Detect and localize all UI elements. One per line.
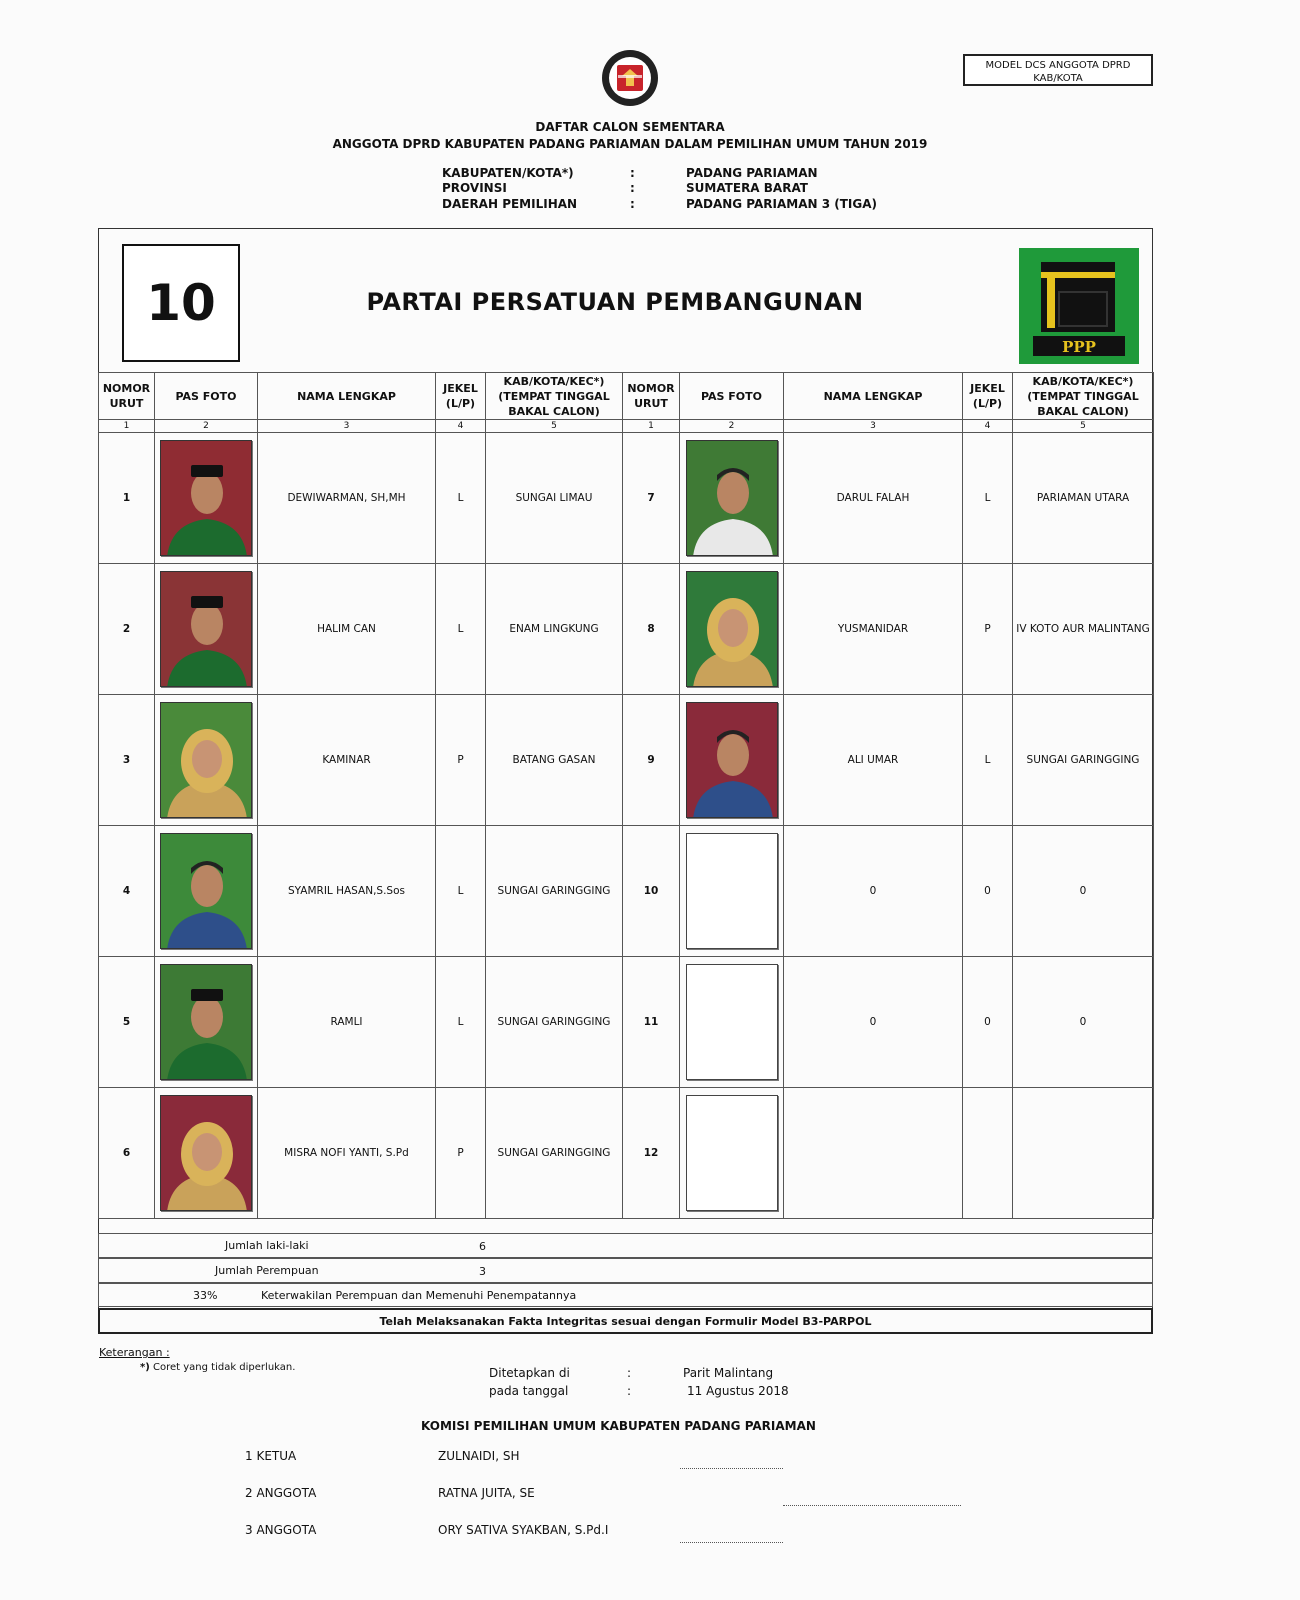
summary-perempuan-row — [98, 1258, 1153, 1283]
info-value-kabupaten: PADANG PARIAMAN — [686, 166, 818, 180]
member-name: ZULNAIDI, SH — [438, 1449, 520, 1463]
empty-photo-frame — [686, 1095, 778, 1211]
document-subtitle: ANGGOTA DPRD KABUPATEN PADANG PARIAMAN DALAM PEMILIHAN UMUM TAHUN 2019 — [332, 137, 928, 151]
candidate-residence: SUNGAI GARINGGING — [486, 826, 623, 957]
photo-man-peci-green — [160, 964, 252, 1080]
candidate-number: 11 — [623, 957, 680, 1088]
header-nama-lengkap: NAMA LENGKAP — [784, 373, 963, 420]
photo-man-batik — [686, 702, 778, 818]
model-label-box — [963, 54, 1153, 86]
candidate-number: 3 — [99, 695, 155, 826]
candidate-residence: PARIAMAN UTARA — [1013, 433, 1154, 564]
candidate-photo-cell — [155, 957, 258, 1088]
candidate-gender: L — [436, 957, 486, 1088]
signature-line — [680, 1468, 783, 1469]
summary-laki-label: Jumlah laki-laki — [225, 1239, 309, 1252]
tanggal-sep: : — [627, 1384, 632, 1398]
candidate-number: 6 — [99, 1088, 155, 1219]
tanggal-value: 11 Agustus 2018 — [687, 1384, 789, 1398]
photo-woman-hijab — [686, 571, 778, 687]
photo-man-batik — [160, 833, 252, 949]
header-jekel: JEKEL (L/P) — [963, 373, 1013, 420]
column-index: 4 — [963, 420, 1013, 433]
candidate-photo-cell — [155, 695, 258, 826]
candidate-gender: P — [963, 564, 1013, 695]
candidate-photo-cell — [680, 695, 784, 826]
candidate-residence: SUNGAI GARINGGING — [486, 1088, 623, 1219]
candidate-name: RAMLI — [258, 957, 436, 1088]
info-value-provinsi: SUMATERA BARAT — [686, 181, 808, 195]
column-index: 5 — [486, 420, 623, 433]
candidate-number: 8 — [623, 564, 680, 695]
candidate-gender: P — [436, 1088, 486, 1219]
summary-keterwakilan: Keterwakilan Perempuan dan Memenuhi Penempatannya — [261, 1289, 577, 1302]
column-index: 4 — [436, 420, 486, 433]
candidate-residence: ENAM LINGKUNG — [486, 564, 623, 695]
summary-persen: 33% — [193, 1289, 218, 1302]
keterangan-mark: *) — [140, 1362, 150, 1373]
candidate-name: 0 — [784, 826, 963, 957]
candidate-residence: 0 — [1013, 957, 1154, 1088]
column-index: 1 — [99, 420, 155, 433]
table-row — [99, 564, 1154, 695]
info-value-dapil: PADANG PARIAMAN 3 (TIGA) — [686, 197, 878, 211]
candidate-residence: SUNGAI LIMAU — [486, 433, 623, 564]
table-row — [99, 826, 1154, 957]
summary-perempuan-value: 3 — [479, 1265, 486, 1278]
candidate-residence: SUNGAI GARINGGING — [1013, 695, 1154, 826]
table-row — [99, 695, 1154, 826]
keterangan-note — [140, 1362, 295, 1373]
column-index: 1 — [623, 420, 680, 433]
candidate-number: 12 — [623, 1088, 680, 1219]
column-index: 2 — [155, 420, 258, 433]
candidate-name: YUSMANIDAR — [784, 564, 963, 695]
column-index: 3 — [258, 420, 436, 433]
candidate-photo-cell — [155, 826, 258, 957]
candidate-number: 5 — [99, 957, 155, 1088]
candidate-name — [784, 1088, 963, 1219]
info-sep: : — [630, 197, 635, 211]
model-label-line2: KAB/KOTA — [1033, 73, 1083, 84]
candidate-name: HALIM CAN — [258, 564, 436, 695]
empty-photo-frame — [686, 833, 778, 949]
member-name: ORY SATIVA SYAKBAN, S.Pd.I — [438, 1523, 609, 1537]
header-kab: KAB/KOTA/KEC*) (TEMPAT TINGGAL BAKAL CALON) — [486, 373, 623, 420]
header-nomor-urut: NOMOR URUT — [99, 373, 155, 420]
signature-line — [783, 1505, 961, 1506]
summary-laki-row — [98, 1233, 1153, 1258]
ditetapkan-value: Parit Malintang — [683, 1366, 774, 1380]
summary-fakta-row — [98, 1308, 1153, 1334]
info-label-kabupaten: KABUPATEN/KOTA*) — [442, 166, 574, 180]
candidate-residence — [1013, 1088, 1154, 1219]
party-name: PARTAI PERSATUAN PEMBANGUNAN — [366, 288, 864, 316]
column-index: 2 — [680, 420, 784, 433]
header-pas-foto: PAS FOTO — [155, 373, 258, 420]
header-nama-lengkap: NAMA LENGKAP — [258, 373, 436, 420]
table-row — [99, 957, 1154, 1088]
model-label-line1: MODEL DCS ANGGOTA DPRD — [985, 60, 1131, 71]
candidate-photo-cell — [680, 564, 784, 695]
candidate-gender: L — [963, 433, 1013, 564]
photo-woman-hijab — [160, 1095, 252, 1211]
candidate-number: 7 — [623, 433, 680, 564]
member-name: RATNA JUITA, SE — [438, 1486, 535, 1500]
photo-man-peci-green — [160, 571, 252, 687]
candidate-residence: IV KOTO AUR MALINTANG — [1013, 564, 1154, 695]
commission-name: KOMISI PEMILIHAN UMUM KABUPATEN PADANG PARIAMAN — [421, 1419, 816, 1433]
candidate-gender: L — [963, 695, 1013, 826]
candidate-gender: P — [436, 695, 486, 826]
candidate-name: 0 — [784, 957, 963, 1088]
candidate-gender: L — [436, 826, 486, 957]
candidate-name: MISRA NOFI YANTI, S.Pd — [258, 1088, 436, 1219]
signature-line — [680, 1542, 783, 1543]
keterangan-text: Coret yang tidak diperlukan. — [153, 1362, 296, 1373]
ditetapkan-label: Ditetapkan di — [489, 1366, 570, 1380]
table-row — [99, 433, 1154, 564]
member-role: 3 ANGGOTA — [245, 1523, 317, 1537]
header-nomor-urut: NOMOR URUT — [623, 373, 680, 420]
ditetapkan-sep: : — [627, 1366, 632, 1380]
column-index: 5 — [1013, 420, 1154, 433]
candidate-number: 4 — [99, 826, 155, 957]
header-kab: KAB/KOTA/KEC*) (TEMPAT TINGGAL BAKAL CALON) — [1013, 373, 1154, 420]
member-role: 2 ANGGOTA — [245, 1486, 317, 1500]
table-row — [99, 1088, 1154, 1219]
candidate-number: 1 — [99, 433, 155, 564]
column-index: 3 — [784, 420, 963, 433]
candidate-name: DARUL FALAH — [784, 433, 963, 564]
header-pas-foto: PAS FOTO — [680, 373, 784, 420]
party-number-box: 10 — [122, 244, 240, 362]
candidate-gender: 0 — [963, 957, 1013, 1088]
candidate-name: KAMINAR — [258, 695, 436, 826]
candidate-residence: SUNGAI GARINGGING — [486, 957, 623, 1088]
member-role: 1 KETUA — [245, 1449, 297, 1463]
candidate-photo-cell — [680, 433, 784, 564]
kpu-emblem-icon — [600, 48, 660, 108]
candidate-gender: L — [436, 564, 486, 695]
candidate-residence: BATANG GASAN — [486, 695, 623, 826]
photo-man-peci-green — [160, 440, 252, 556]
candidate-photo-cell — [680, 1088, 784, 1219]
summary-keterwakilan-row — [98, 1283, 1153, 1307]
candidate-name: ALI UMAR — [784, 695, 963, 826]
candidate-name: DEWIWARMAN, SH,MH — [258, 433, 436, 564]
info-sep: : — [630, 181, 635, 195]
candidate-gender — [963, 1088, 1013, 1219]
info-sep: : — [630, 166, 635, 180]
candidate-number: 10 — [623, 826, 680, 957]
info-label-provinsi: PROVINSI — [442, 181, 507, 195]
candidate-gender: L — [436, 433, 486, 564]
candidate-photo-cell — [155, 1088, 258, 1219]
photo-man-white-shirt — [686, 440, 778, 556]
info-label-dapil: DAERAH PEMILIHAN — [442, 197, 578, 211]
summary-fakta: Telah Melaksanakan Fakta Integritas sesuai dengan Formulir Model B3-PARPOL — [379, 1315, 872, 1328]
header-jekel: JEKEL (L/P) — [436, 373, 486, 420]
summary-perempuan-label: Jumlah Perempuan — [215, 1264, 319, 1277]
candidate-photo-cell — [680, 826, 784, 957]
candidate-residence: 0 — [1013, 826, 1154, 957]
empty-photo-frame — [686, 964, 778, 1080]
document-title: DAFTAR CALON SEMENTARA — [535, 120, 725, 134]
candidate-number: 2 — [99, 564, 155, 695]
keterangan-label: Keterangan : — [99, 1346, 170, 1359]
candidate-photo-cell — [680, 957, 784, 1088]
candidate-number: 9 — [623, 695, 680, 826]
candidate-name: SYAMRIL HASAN,S.Sos — [258, 826, 436, 957]
ppp-logo-icon — [1019, 248, 1139, 364]
candidate-table — [98, 372, 1154, 1219]
photo-woman-hijab — [160, 702, 252, 818]
summary-laki-value: 6 — [479, 1240, 486, 1253]
candidate-gender: 0 — [963, 826, 1013, 957]
svg-text:PPP: PPP — [1062, 338, 1096, 356]
candidate-photo-cell — [155, 433, 258, 564]
candidate-photo-cell — [155, 564, 258, 695]
tanggal-label: pada tanggal — [489, 1384, 569, 1398]
